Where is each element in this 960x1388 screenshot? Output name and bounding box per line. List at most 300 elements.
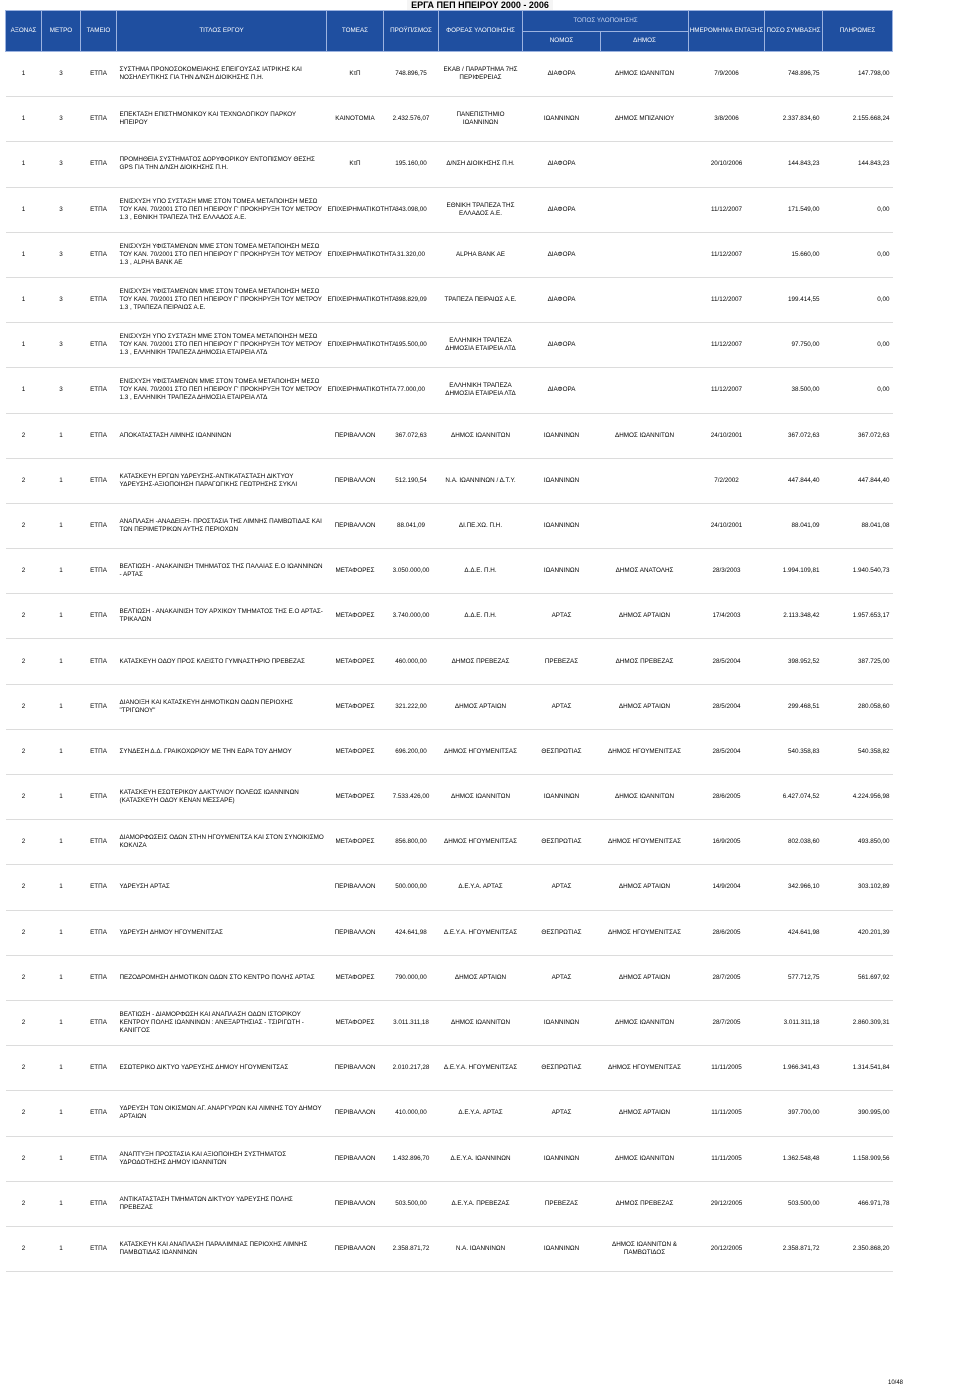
table-row (6, 684, 956, 729)
project-title-cell: ΠΕΖΟΔΡΟΜΗΣΗ ΔΗΜΟΤΙΚΩΝ ΟΔΩΝ ΣΤΟ ΚΕΝΤΡΟ ΠΟΛΗΣ ΑΡΤΑΣ (117, 955, 327, 1000)
payments-cell: 420.201,39 (823, 910, 893, 955)
table-row (6, 323, 956, 368)
fund-cell: ΕΤΠΑ (81, 820, 117, 865)
header-payments: ΠΛΗΡΩΜΕΣ (823, 11, 893, 52)
sector-cell: ΠΕΡΙΒΑΛΛΟΝ (327, 865, 384, 910)
sector-cell: ΜΕΤΑΦΟΡΕΣ (327, 594, 384, 639)
amount-cell: 398.952,52 (765, 639, 823, 684)
body-cell: Δ.Ε.Υ.Α. ΠΡΕΒΕΖΑΣ (439, 1181, 523, 1226)
budget-cell: 7.533.426,00 (384, 775, 439, 820)
budget-cell: 3.740.000,00 (384, 594, 439, 639)
sector-cell: ΜΕΤΑΦΟΡΕΣ (327, 775, 384, 820)
body-cell: ΕΛΛΗΝΙΚΗ ΤΡΑΠΕΖΑ ΔΗΜΟΣΙΑ ΕΤΑΙΡΕΙΑ ΛΤΔ (439, 323, 523, 368)
amount-cell: 540.358,83 (765, 729, 823, 774)
table-row (6, 1091, 956, 1136)
date-cell: 28/5/2004 (689, 684, 765, 729)
table-row (6, 187, 956, 232)
municipality-cell: ΔΗΜΟΣ ΙΩΑΝΝΙΤΩΝ (601, 1000, 689, 1045)
payments-cell: 2.860.309,31 (823, 1000, 893, 1045)
project-title-cell: ΑΝΑΠΤΥΞΗ ΠΡΟΣΤΑΣΙΑ ΚΑΙ ΑΞΙΟΠΟΙΗΣΗ ΣΥΣΤΗΜΑΤΟΣ ΥΔΡΟΔΟΤΗΣΗΣ ΔΗΜΟΥ ΙΩΑΝΝΙΤΩΝ (117, 1136, 327, 1181)
sector-cell: ΠΕΡΙΒΑΛΛΟΝ (327, 413, 384, 458)
payments-cell: 493.850,00 (823, 820, 893, 865)
axis-cell: 2 (6, 549, 42, 594)
payments-cell: 0,00 (823, 277, 893, 322)
header-location: ΤΟΠΟΣ ΥΛΟΠΟΙΗΣΗΣ (523, 11, 689, 32)
date-cell: 28/7/2005 (689, 955, 765, 1000)
amount-cell: 38.500,00 (765, 368, 823, 413)
project-title-cell: ΚΑΤΑΣΚΕΥΗ ΚΑΙ ΑΝΑΠΛΑΣΗ ΠΑΡΑΛΙΜΝΙΑΣ ΠΕΡΙΟΧΗΣ ΛΙΜΝΗΣ ΠΑΜΒΩΤΙΔΑΣ ΙΩΑΝΝΙΝΩΝ (117, 1226, 327, 1271)
measure-cell: 1 (42, 729, 81, 774)
table-row (6, 413, 956, 458)
table-row (6, 910, 956, 955)
measure-cell: 3 (42, 52, 81, 97)
prefecture-cell: ΔΙΑΦΟΡΑ (523, 232, 601, 277)
axis-cell: 2 (6, 955, 42, 1000)
body-cell: ΠΑΝΕΠΙΣΤΗΜΙΟ ΙΩΑΝΝΙΝΩΝ (439, 97, 523, 142)
fund-cell: ΕΤΠΑ (81, 187, 117, 232)
sector-cell: ΚτΠ (327, 52, 384, 97)
prefecture-cell: ΔΙΑΦΟΡΑ (523, 368, 601, 413)
prefecture-cell: ΔΙΑΦΟΡΑ (523, 277, 601, 322)
measure-cell: 1 (42, 1181, 81, 1226)
prefecture-cell: ΑΡΤΑΣ (523, 594, 601, 639)
measure-cell: 3 (42, 277, 81, 322)
date-cell: 11/11/2005 (689, 1046, 765, 1091)
project-title-cell: ΔΙΑΜΟΡΦΩΣΕΙΣ ΟΔΩΝ ΣΤΗΝ ΗΓΟΥΜΕΝΙΤΣΑ ΚΑΙ ΣΤΟΝ ΣΥΝΟΙΚΙΣΜΟ ΚΟΚΛΙΖΑ (117, 820, 327, 865)
amount-cell: 2.113.348,42 (765, 594, 823, 639)
measure-cell: 1 (42, 1000, 81, 1045)
table-row (6, 52, 956, 97)
body-cell: Ν.Α. ΙΩΑΝΝΙΝΩΝ / Δ.Τ.Υ. (439, 458, 523, 503)
municipality-cell (601, 187, 689, 232)
budget-cell: 500.000,00 (384, 865, 439, 910)
payments-cell: 4.224.956,98 (823, 775, 893, 820)
date-cell: 24/10/2001 (689, 503, 765, 548)
budget-cell: 88.041,09 (384, 503, 439, 548)
table-row (6, 549, 956, 594)
body-cell: Δ.Ε.Υ.Α. ΑΡΤΑΣ (439, 1091, 523, 1136)
payments-cell: 0,00 (823, 323, 893, 368)
body-cell: ΔΙ.ΠΕ.ΧΩ. Π.Η. (439, 503, 523, 548)
table-row (6, 1181, 956, 1226)
budget-cell: 343.098,00 (384, 187, 439, 232)
municipality-cell: ΔΗΜΟΣ ΙΩΑΝΝΙΤΩΝ (601, 775, 689, 820)
body-cell: ΔΗΜΟΣ ΗΓΟΥΜΕΝΙΤΣΑΣ (439, 820, 523, 865)
municipality-cell: ΔΗΜΟΣ ΑΡΤΑΙΩΝ (601, 594, 689, 639)
prefecture-cell: ΙΩΑΝΝΙΝΩΝ (523, 97, 601, 142)
axis-cell: 2 (6, 1046, 42, 1091)
prefecture-cell: ΔΙΑΦΟΡΑ (523, 323, 601, 368)
table-row (6, 97, 956, 142)
sector-cell: ΠΕΡΙΒΑΛΛΟΝ (327, 503, 384, 548)
measure-cell: 1 (42, 1136, 81, 1181)
project-title-cell: ΥΔΡΕΥΣΗ ΔΗΜΟΥ ΗΓΟΥΜΕΝΙΤΣΑΣ (117, 910, 327, 955)
measure-cell: 1 (42, 684, 81, 729)
body-cell: ΕΚΑΒ / ΠΑΡΑΡΤΗΜΑ 7ΗΣ ΠΕΡΙΦΕΡΕΙΑΣ (439, 52, 523, 97)
table-row (6, 458, 956, 503)
amount-cell: 342.966,10 (765, 865, 823, 910)
project-title-cell: ΒΕΛΤΙΩΣΗ - ΔΙΑΜΟΡΦΩΣΗ ΚΑΙ ΑΝΑΠΛΑΣΗ ΟΔΩΝ ΙΣΤΟΡΙΚΟΥ ΚΕΝΤΡΟΥ ΠΟΛΗΣ ΙΩΑΝΝΙΝΩΝ : ΑΝΕΞΑΡΤΗΣΙΑΣ - ΤΣΙΡΙΓΩΤΗ - ΚΑΝΙΓΓΟΣ (117, 1000, 327, 1045)
amount-cell: 1.994.109,81 (765, 549, 823, 594)
amount-cell: 577.712,75 (765, 955, 823, 1000)
amount-cell: 424.641,98 (765, 910, 823, 955)
measure-cell: 1 (42, 1091, 81, 1136)
date-cell: 28/3/2003 (689, 549, 765, 594)
measure-cell: 1 (42, 503, 81, 548)
prefecture-cell: ΔΙΑΦΟΡΑ (523, 142, 601, 187)
table-row (6, 1136, 956, 1181)
date-cell: 24/10/2001 (689, 413, 765, 458)
body-cell: ALPHA BANK AE (439, 232, 523, 277)
date-cell: 11/12/2007 (689, 368, 765, 413)
prefecture-cell: ΑΡΤΑΣ (523, 684, 601, 729)
measure-cell: 1 (42, 865, 81, 910)
budget-cell: 31.320,00 (384, 232, 439, 277)
fund-cell: ΕΤΠΑ (81, 910, 117, 955)
header-project-title: ΤΙΤΛΟΣ ΕΡΓΟΥ (117, 11, 327, 52)
payments-cell: 2.350.868,20 (823, 1226, 893, 1271)
municipality-cell: ΔΗΜΟΣ ΑΡΤΑΙΩΝ (601, 865, 689, 910)
body-cell: ΔΗΜΟΣ ΙΩΑΝΝΙΤΩΝ (439, 413, 523, 458)
sector-cell: ΕΠΙΧΕΙΡΗΜΑΤΙΚΟΤΗΤΑ (327, 368, 384, 413)
amount-cell: 1.362.548,48 (765, 1136, 823, 1181)
project-title-cell: ΑΠΟΚΑΤΑΣΤΑΣΗ ΛΙΜΝΗΣ ΙΩΑΝΝΙΝΩΝ (117, 413, 327, 458)
date-cell: 28/5/2004 (689, 639, 765, 684)
municipality-cell (601, 232, 689, 277)
budget-cell: 3.011.311,18 (384, 1000, 439, 1045)
date-cell: 11/11/2005 (689, 1136, 765, 1181)
body-cell: Δ.Ε.Υ.Α. ΗΓΟΥΜΕΝΙΤΣΑΣ (439, 1046, 523, 1091)
project-title-cell: ΥΔΡΕΥΣΗ ΤΩΝ ΟΙΚΙΣΜΩΝ ΑΓ. ΑΝΑΡΓΥΡΩΝ ΚΑΙ ΛΙΜΝΗΣ ΤΟΥ ΔΗΜΟΥ ΑΡΤΑΙΩΝ (117, 1091, 327, 1136)
axis-cell: 2 (6, 1136, 42, 1181)
project-title-cell: ΕΝΙΣΧΥΣΗ ΥΦΙΣΤΑΜΕΝΩΝ ΜΜΕ ΣΤΟΝ ΤΟΜΕΑ ΜΕΤΑΠΟΙΗΣΗ ΜΕΣΩ ΤΟΥ ΚΑΝ. 70/2001 ΣΤΟ ΠΕΠ ΗΠΕΙΡΟΥ Γ' ΠΡΟΚΗΡΥΞΗ ΤΟΥ ΜΕΤΡΟΥ 1.3 , ΕΛΛΗΝΙΚΗ ΤΡΑΠΕΖΑ ΔΗΜΟΣΙΑ ΕΤΑΙΡΕΙΑ ΛΤΔ (117, 368, 327, 413)
table-row (6, 820, 956, 865)
municipality-cell: ΔΗΜΟΣ ΠΡΕΒΕΖΑΣ (601, 1181, 689, 1226)
measure-cell: 3 (42, 232, 81, 277)
project-title-cell: ΕΠΕΚΤΑΣΗ ΕΠΙΣΤΗΜΟΝΙΚΟΥ ΚΑΙ ΤΕΧΝΟΛΟΓΙΚΟΥ ΠΑΡΚΟΥ ΗΠΕΙΡΟΥ (117, 97, 327, 142)
payments-cell: 303.102,89 (823, 865, 893, 910)
fund-cell: ΕΤΠΑ (81, 594, 117, 639)
amount-cell: 748.896,75 (765, 52, 823, 97)
axis-cell: 2 (6, 820, 42, 865)
fund-cell: ΕΤΠΑ (81, 775, 117, 820)
budget-cell: 2.010.217,28 (384, 1046, 439, 1091)
payments-cell: 466.971,78 (823, 1181, 893, 1226)
measure-cell: 1 (42, 1226, 81, 1271)
amount-cell: 503.500,00 (765, 1181, 823, 1226)
municipality-cell: ΔΗΜΟΣ ΙΩΑΝΝΙΤΩΝ (601, 1136, 689, 1181)
fund-cell: ΕΤΠΑ (81, 1226, 117, 1271)
prefecture-cell: ΠΡΕΒΕΖΑΣ (523, 639, 601, 684)
payments-cell: 561.697,92 (823, 955, 893, 1000)
prefecture-cell: ΘΕΣΠΡΩΤΙΑΣ (523, 910, 601, 955)
prefecture-cell: ΙΩΑΝΝΙΝΩΝ (523, 775, 601, 820)
header-prefecture: ΝΟΜΟΣ (523, 31, 601, 52)
header-axis: ΑΞΟΝΑΣ (6, 11, 42, 52)
date-cell: 11/12/2007 (689, 187, 765, 232)
date-cell: 28/5/2004 (689, 729, 765, 774)
amount-cell: 447.844,40 (765, 458, 823, 503)
axis-cell: 2 (6, 458, 42, 503)
project-title-cell: ΕΝΙΣΧΥΣΗ ΥΦΙΣΤΑΜΕΝΩΝ ΜΜΕ ΣΤΟΝ ΤΟΜΕΑ ΜΕΤΑΠΟΙΗΣΗ ΜΕΣΩ ΤΟΥ ΚΑΝ. 70/2001 ΣΤΟ ΠΕΠ ΗΠΕΙΡΟΥ Γ' ΠΡΟΚΗΡΥΞΗ ΤΟΥ ΜΕΤΡΟΥ 1.3 , ΤΡΑΠΕΖΑ ΠΕΙΡΑΙΩΣ Α.Ε. (117, 277, 327, 322)
payments-cell: 1.957.653,17 (823, 594, 893, 639)
date-cell: 28/6/2005 (689, 775, 765, 820)
measure-cell: 3 (42, 187, 81, 232)
budget-cell: 367.072,63 (384, 413, 439, 458)
fund-cell: ΕΤΠΑ (81, 458, 117, 503)
date-cell: 14/9/2004 (689, 865, 765, 910)
fund-cell: ΕΤΠΑ (81, 549, 117, 594)
prefecture-cell: ΑΡΤΑΣ (523, 865, 601, 910)
sector-cell: ΜΕΤΑΦΟΡΕΣ (327, 684, 384, 729)
axis-cell: 2 (6, 503, 42, 548)
axis-cell: 2 (6, 910, 42, 955)
budget-cell: 696.200,00 (384, 729, 439, 774)
prefecture-cell: ΙΩΑΝΝΙΝΩΝ (523, 1226, 601, 1271)
amount-cell: 171.549,00 (765, 187, 823, 232)
fund-cell: ΕΤΠΑ (81, 323, 117, 368)
body-cell: ΔΗΜΟΣ ΠΡΕΒΕΖΑΣ (439, 639, 523, 684)
municipality-cell (601, 142, 689, 187)
axis-cell: 2 (6, 639, 42, 684)
prefecture-cell: ΙΩΑΝΝΙΝΩΝ (523, 1136, 601, 1181)
payments-cell: 0,00 (823, 368, 893, 413)
axis-cell: 2 (6, 729, 42, 774)
page-number: 10/48 (888, 1380, 904, 1386)
budget-cell: 3.050.000,00 (384, 549, 439, 594)
header-measure: ΜΕΤΡΟ (42, 11, 81, 52)
date-cell: 28/7/2005 (689, 1000, 765, 1045)
payments-cell: 88.041,08 (823, 503, 893, 548)
axis-cell: 1 (6, 52, 42, 97)
body-cell: Δ.Ε.Υ.Α. ΗΓΟΥΜΕΝΙΤΣΑΣ (439, 910, 523, 955)
project-title-cell: ΣΥΣΤΗΜΑ ΠΡΟΝΟΣΟΚΟΜΕΙΑΚΗΣ ΕΠΕΙΓΟΥΣΑΣ ΙΑΤΡΙΚΗΣ ΚΑΙ ΝΟΣΗΛΕΥΤΙΚΗΣ ΓΙΑ ΤΗΝ Δ/ΝΣΗ ΔΙΟΙΚΗΣΗΣ Π.Η. (117, 52, 327, 97)
measure-cell: 1 (42, 458, 81, 503)
budget-cell: 503.500,00 (384, 1181, 439, 1226)
axis-cell: 2 (6, 413, 42, 458)
sector-cell: ΠΕΡΙΒΑΛΛΟΝ (327, 1181, 384, 1226)
project-title-cell: ΕΝΙΣΧΥΣΗ ΥΠΟ ΣΥΣΤΑΣΗ ΜΜΕ ΣΤΟΝ ΤΟΜΕΑ ΜΕΤΑΠΟΙΗΣΗ ΜΕΣΩ ΤΟΥ ΚΑΝ. 70/2001 ΣΤΟ ΠΕΠ ΗΠΕΙΡΟΥ Γ' ΠΡΟΚΗΡΥΞΗ ΤΟΥ ΜΕΤΡΟΥ 1.3 , ΕΘΝΙΚΗ ΤΡΑΠΕΖΑ ΤΗΣ ΕΛΛΑΔΟΣ Α.Ε. (117, 187, 327, 232)
body-cell: ΔΗΜΟΣ ΙΩΑΝΝΙΤΩΝ (439, 1000, 523, 1045)
municipality-cell: ΔΗΜΟΣ ΜΠΙΖΑΝΙΟΥ (601, 97, 689, 142)
axis-cell: 1 (6, 368, 42, 413)
payments-cell: 2.155.668,24 (823, 97, 893, 142)
project-title-cell: ΕΣΩΤΕΡΙΚΟ ΔΙΚΤΥΟ ΥΔΡΕΥΣΗΣ ΔΗΜΟΥ ΗΓΟΥΜΕΝΙΤΣΑΣ (117, 1046, 327, 1091)
axis-cell: 1 (6, 142, 42, 187)
municipality-cell: ΔΗΜΟΣ ΗΓΟΥΜΕΝΙΤΣΑΣ (601, 1046, 689, 1091)
municipality-cell: ΔΗΜΟΣ ΗΓΟΥΜΕΝΙΤΣΑΣ (601, 820, 689, 865)
sector-cell: ΕΠΙΧΕΙΡΗΜΑΤΙΚΟΤΗΤΑ (327, 277, 384, 322)
amount-cell: 15.660,00 (765, 232, 823, 277)
municipality-cell (601, 458, 689, 503)
municipality-cell (601, 277, 689, 322)
fund-cell: ΕΤΠΑ (81, 955, 117, 1000)
header-body: ΦΟΡΕΑΣ ΥΛΟΠΟΙΗΣΗΣ (439, 11, 523, 52)
prefecture-cell: ΙΩΑΝΝΙΝΩΝ (523, 503, 601, 548)
date-cell: 17/4/2003 (689, 594, 765, 639)
project-title-cell: ΣΥΝΔΕΣΗ Δ.Δ. ΓΡΑΙΚΟΧΩΡΙΟΥ ΜΕ ΤΗΝ ΕΔΡΑ ΤΟΥ ΔΗΜΟΥ (117, 729, 327, 774)
body-cell: ΕΘΝΙΚΗ ΤΡΑΠΕΖΑ ΤΗΣ ΕΛΛΑΔΟΣ Α.Ε. (439, 187, 523, 232)
project-title-cell: ΒΕΛΤΙΩΣΗ - ΑΝΑΚΑΙΝΙΣΗ ΤΜΗΜΑΤΟΣ ΤΗΣ ΠΑΛΑΙΑΣ Ε.Ο ΙΩΑΝΝΙΝΩΝ - ΑΡΤΑΣ (117, 549, 327, 594)
date-cell: 7/9/2006 (689, 52, 765, 97)
municipality-cell: ΔΗΜΟΣ ΑΡΤΑΙΩΝ (601, 684, 689, 729)
table-row (6, 1046, 956, 1091)
budget-cell: 856.800,00 (384, 820, 439, 865)
table-row (6, 503, 956, 548)
municipality-cell (601, 368, 689, 413)
budget-cell: 398.829,09 (384, 277, 439, 322)
budget-cell: 512.190,54 (384, 458, 439, 503)
payments-cell: 0,00 (823, 232, 893, 277)
sector-cell: ΚΑΙΝΟΤΟΜΙΑ (327, 97, 384, 142)
prefecture-cell: ΘΕΣΠΡΩΤΙΑΣ (523, 729, 601, 774)
project-title-cell: ΕΝΙΣΧΥΣΗ ΥΦΙΣΤΑΜΕΝΩΝ ΜΜΕ ΣΤΟΝ ΤΟΜΕΑ ΜΕΤΑΠΟΙΗΣΗ ΜΕΣΩ ΤΟΥ ΚΑΝ. 70/2001 ΣΤΟ ΠΕΠ ΗΠΕΙΡΟΥ Γ' ΠΡΟΚΗΡΥΞΗ ΤΟΥ ΜΕΤΡΟΥ 1.3 , ALPHA BANK AE (117, 232, 327, 277)
prefecture-cell: ΙΩΑΝΝΙΝΩΝ (523, 413, 601, 458)
fund-cell: ΕΤΠΑ (81, 1091, 117, 1136)
payments-cell: 367.072,63 (823, 413, 893, 458)
date-cell: 11/12/2007 (689, 232, 765, 277)
municipality-cell: ΔΗΜΟΣ ΑΡΤΑΙΩΝ (601, 955, 689, 1000)
table-header (6, 11, 956, 52)
payments-cell: 1.940.540,73 (823, 549, 893, 594)
measure-cell: 1 (42, 820, 81, 865)
payments-cell: 387.725,00 (823, 639, 893, 684)
budget-cell: 321.222,00 (384, 684, 439, 729)
payments-cell: 447.844,40 (823, 458, 893, 503)
payments-cell: 390.995,00 (823, 1091, 893, 1136)
sector-cell: ΜΕΤΑΦΟΡΕΣ (327, 820, 384, 865)
municipality-cell: ΔΗΜΟΣ ΙΩΑΝΝΙΤΩΝ & ΠΑΜΒΩΤΙΔΟΣ (601, 1226, 689, 1271)
fund-cell: ΕΤΠΑ (81, 97, 117, 142)
header-fund: ΤΑΜΕΙΟ (81, 11, 117, 52)
prefecture-cell: ΔΙΑΦΟΡΑ (523, 187, 601, 232)
measure-cell: 1 (42, 549, 81, 594)
amount-cell: 367.072,63 (765, 413, 823, 458)
sector-cell: ΚτΠ (327, 142, 384, 187)
body-cell: ΤΡΑΠΕΖΑ ΠΕΙΡΑΙΩΣ Α.Ε. (439, 277, 523, 322)
body-cell: Δ.Ε.Υ.Α. ΙΩΑΝΝΙΝΩΝ (439, 1136, 523, 1181)
table-row (6, 368, 956, 413)
prefecture-cell: ΙΩΑΝΝΙΝΩΝ (523, 1000, 601, 1045)
axis-cell: 2 (6, 594, 42, 639)
sector-cell: ΕΠΙΧΕΙΡΗΜΑΤΙΚΟΤΗΤΑ (327, 232, 384, 277)
header-municipality: ΔΗΜΟΣ (601, 31, 689, 52)
project-title-cell: ΕΝΙΣΧΥΣΗ ΥΠΟ ΣΥΣΤΑΣΗ ΜΜΕ ΣΤΟΝ ΤΟΜΕΑ ΜΕΤΑΠΟΙΗΣΗ ΜΕΣΩ ΤΟΥ ΚΑΝ. 70/2001 ΣΤΟ ΠΕΠ ΗΠΕΙΡΟΥ Γ' ΠΡΟΚΗΡΥΞΗ ΤΟΥ ΜΕΤΡΟΥ 1.3 , ΕΛΛΗΝΙΚΗ ΤΡΑΠΕΖΑ ΔΗΜΟΣΙΑ ΕΤΑΙΡΕΙΑ ΛΤΔ (117, 323, 327, 368)
axis-cell: 1 (6, 97, 42, 142)
project-title-cell: ΠΡΟΜΗΘΕΙΑ ΣΥΣΤΗΜΑΤΟΣ ΔΟΡΥΦΟΡΙΚΟΥ ΕΝΤΟΠΙΣΜΟΥ ΘΕΣΗΣ GPS ΓΙΑ ΤΗΝ Δ/ΝΣΗ ΔΙΟΙΚΗΣΗΣ Π.Η. (117, 142, 327, 187)
project-title-cell: ΥΔΡΕΥΣΗ ΑΡΤΑΣ (117, 865, 327, 910)
sector-cell: ΜΕΤΑΦΟΡΕΣ (327, 1000, 384, 1045)
date-cell: 3/8/2006 (689, 97, 765, 142)
amount-cell: 6.427.074,52 (765, 775, 823, 820)
table-row (6, 775, 956, 820)
measure-cell: 1 (42, 413, 81, 458)
sector-cell: ΕΠΙΧΕΙΡΗΜΑΤΙΚΟΤΗΤΑ (327, 187, 384, 232)
date-cell: 16/9/2005 (689, 820, 765, 865)
table-row (6, 729, 956, 774)
municipality-cell: ΔΗΜΟΣ ΙΩΑΝΝΙΤΩΝ (601, 52, 689, 97)
prefecture-cell: ΑΡΤΑΣ (523, 1091, 601, 1136)
table-row (6, 594, 956, 639)
axis-cell: 1 (6, 232, 42, 277)
payments-cell: 0,00 (823, 187, 893, 232)
date-cell: 29/12/2005 (689, 1181, 765, 1226)
municipality-cell (601, 323, 689, 368)
table-row (6, 1226, 956, 1271)
budget-cell: 1.432.896,70 (384, 1136, 439, 1181)
prefecture-cell: ΘΕΣΠΡΩΤΙΑΣ (523, 820, 601, 865)
fund-cell: ΕΤΠΑ (81, 277, 117, 322)
axis-cell: 2 (6, 1181, 42, 1226)
sector-cell: ΜΕΤΑΦΟΡΕΣ (327, 639, 384, 684)
fund-cell: ΕΤΠΑ (81, 1181, 117, 1226)
amount-cell: 97.750,00 (765, 323, 823, 368)
fund-cell: ΕΤΠΑ (81, 1136, 117, 1181)
body-cell: Δ.Δ.Ε. Π.Η. (439, 549, 523, 594)
table-row (6, 955, 956, 1000)
sector-cell: ΠΕΡΙΒΑΛΛΟΝ (327, 1226, 384, 1271)
body-cell: Δ.Δ.Ε. Π.Η. (439, 594, 523, 639)
sector-cell: ΠΕΡΙΒΑΛΛΟΝ (327, 1136, 384, 1181)
measure-cell: 3 (42, 323, 81, 368)
amount-cell: 1.966.341,43 (765, 1046, 823, 1091)
budget-cell: 2.432.576,07 (384, 97, 439, 142)
sector-cell: ΠΕΡΙΒΑΛΛΟΝ (327, 910, 384, 955)
budget-cell: 195.160,00 (384, 142, 439, 187)
table-row (6, 1000, 956, 1045)
measure-cell: 1 (42, 910, 81, 955)
project-title-cell: ΚΑΤΑΣΚΕΥΗ ΕΡΓΩΝ ΥΔΡΕΥΣΗΣ-ΑΝΤΙΚΑΤΑΣΤΑΣΗ ΔΙΚΤΥΟΥ ΥΔΡΕΥΣΗΣ-ΑΞΙΟΠΟΙΗΣΗ ΠΑΡΑΓΩΓΙΚΗΣ ΓΕΩΤΡΗΣΗΣ ΣΥΚΛΙ (117, 458, 327, 503)
measure-cell: 1 (42, 594, 81, 639)
date-cell: 11/11/2005 (689, 1091, 765, 1136)
prefecture-cell: ΠΡΕΒΕΖΑΣ (523, 1181, 601, 1226)
sector-cell: ΠΕΡΙΒΑΛΛΟΝ (327, 1091, 384, 1136)
municipality-cell: ΔΗΜΟΣ ΗΓΟΥΜΕΝΙΤΣΑΣ (601, 729, 689, 774)
budget-cell: 748.896,75 (384, 52, 439, 97)
amount-cell: 299.468,51 (765, 684, 823, 729)
amount-cell: 2.358.871,72 (765, 1226, 823, 1271)
date-cell: 7/2/2002 (689, 458, 765, 503)
axis-cell: 2 (6, 775, 42, 820)
budget-cell: 195.500,00 (384, 323, 439, 368)
budget-cell: 2.358.871,72 (384, 1226, 439, 1271)
header-date: ΗΜΕΡΟΜΗΝΙΑ ΕΝΤΑΞΗΣ (689, 11, 765, 52)
fund-cell: ΕΤΠΑ (81, 865, 117, 910)
prefecture-cell: ΔΙΑΦΟΡΑ (523, 52, 601, 97)
sector-cell: ΜΕΤΑΦΟΡΕΣ (327, 729, 384, 774)
body-cell: ΔΗΜΟΣ ΑΡΤΑΙΩΝ (439, 955, 523, 1000)
project-title-cell: ΔΙΑΝΟΙΞΗ ΚΑΙ ΚΑΤΑΣΚΕΥΗ ΔΗΜΟΤΙΚΩΝ ΟΔΩΝ ΠΕΡΙΟΧΗΣ "ΤΡΙΓΩΝΟΥ" (117, 684, 327, 729)
page-title: ΕΡΓΑ ΠΕΠ ΗΠΕΙΡΟΥ 2000 - 2006 (0, 0, 960, 10)
date-cell: 11/12/2007 (689, 277, 765, 322)
fund-cell: ΕΤΠΑ (81, 684, 117, 729)
measure-cell: 1 (42, 639, 81, 684)
header-amount: ΠΟΣΟ ΣΥΜΒΑΣΗΣ (765, 11, 823, 52)
fund-cell: ΕΤΠΑ (81, 639, 117, 684)
budget-cell: 424.641,98 (384, 910, 439, 955)
date-cell: 28/6/2005 (689, 910, 765, 955)
body-cell: Ν.Α. ΙΩΑΝΝΙΝΩΝ (439, 1226, 523, 1271)
sector-cell: ΜΕΤΑΦΟΡΕΣ (327, 549, 384, 594)
table-row (6, 865, 956, 910)
payments-cell: 1.314.541,84 (823, 1046, 893, 1091)
sector-cell: ΠΕΡΙΒΑΛΛΟΝ (327, 1046, 384, 1091)
sector-cell: ΠΕΡΙΒΑΛΛΟΝ (327, 458, 384, 503)
project-title-cell: ΑΝΑΠΛΑΣΗ -ΑΝΑΔΕΙΞΗ- ΠΡΟΣΤΑΣΙΑ ΤΗΣ ΛΙΜΝΗΣ ΠΑΜΒΩΤΙΔΑΣ ΚΑΙ ΤΩΝ ΠΕΡΙΜΕΤΡΙΚΩΝ ΑΥΤΗΣ ΠΕΡΙΟΧΩΝ (117, 503, 327, 548)
date-cell: 20/10/2006 (689, 142, 765, 187)
table-row (6, 232, 956, 277)
fund-cell: ΕΤΠΑ (81, 729, 117, 774)
